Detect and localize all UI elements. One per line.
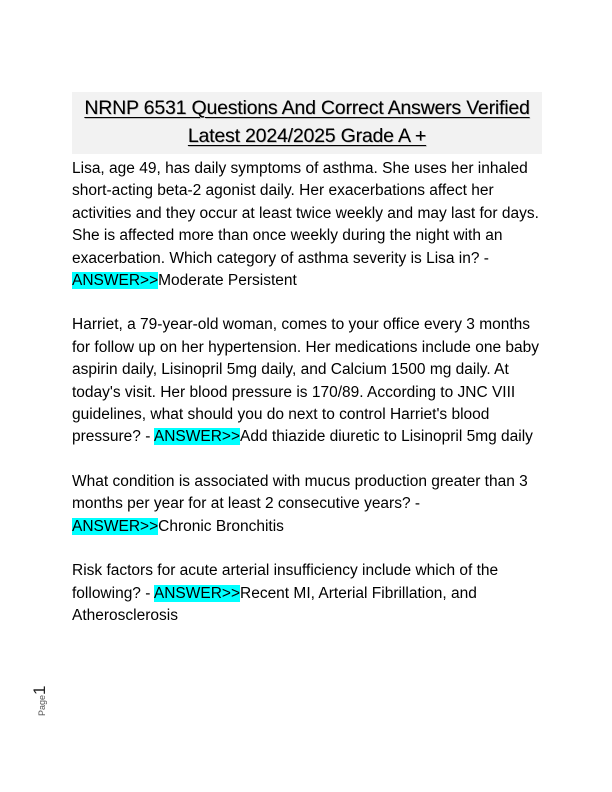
page-digit: 1 [30,685,49,695]
question-text: Harriet, a 79-year-old woman, comes to your office every 3 months for follow up on her hypertension. Her medications include one baby aspirin daily, Lisinopril 5mg daily, and Calcium 1500 mg daily. At today's visit. Her blood pressure is 170/89. According to JNC VIII guidelines, what should you do next to control Harriet's blood pressure? - [72,316,539,446]
title-line-2: Latest 2024/2025 Grade A + [187,125,427,147]
answer-tag: ANSWER>> [72,272,159,290]
answer-text: Add thiazide diuretic to Lisinopril 5mg daily [240,428,533,446]
answer-tag: ANSWER>> [72,517,159,535]
question-text: Lisa, age 49, has daily symptoms of asthma. She uses her inhaled short-acting beta-2 agonist daily. Her exacerbations affect her activities and they occur at least twice weekly and may last for days. She is affected more than once weekly during the night with an exacerbation. Which category of asthma severity is Lisa in? - [72,160,539,267]
page-number [26,672,66,732]
title-line-1: NRNP 6531 Questions And Correct Answers Verified [84,97,530,119]
qa-item [72,314,544,448]
page-label: Page [37,694,47,716]
answer-text: Recent MI, Arterial Fibrillation, and Atherosclerosis [72,584,477,624]
answer-tag: ANSWER>> [153,428,240,446]
qa-list [72,158,544,649]
qa-item [72,560,544,627]
qa-item [72,158,544,292]
document-title [72,92,542,154]
answer-text: Moderate Persistent [158,272,297,290]
question-text: Risk factors for acute arterial insufficiency include which of the following? - [72,562,499,602]
answer-tag: ANSWER>> [153,584,240,602]
question-text: What condition is associated with mucus production greater than 3 months per year for at least 2 consecutive years? - [72,472,528,513]
qa-item [72,471,544,538]
page-number-rotated [30,686,50,717]
answer-text: Chronic Bronchitis [158,517,284,535]
